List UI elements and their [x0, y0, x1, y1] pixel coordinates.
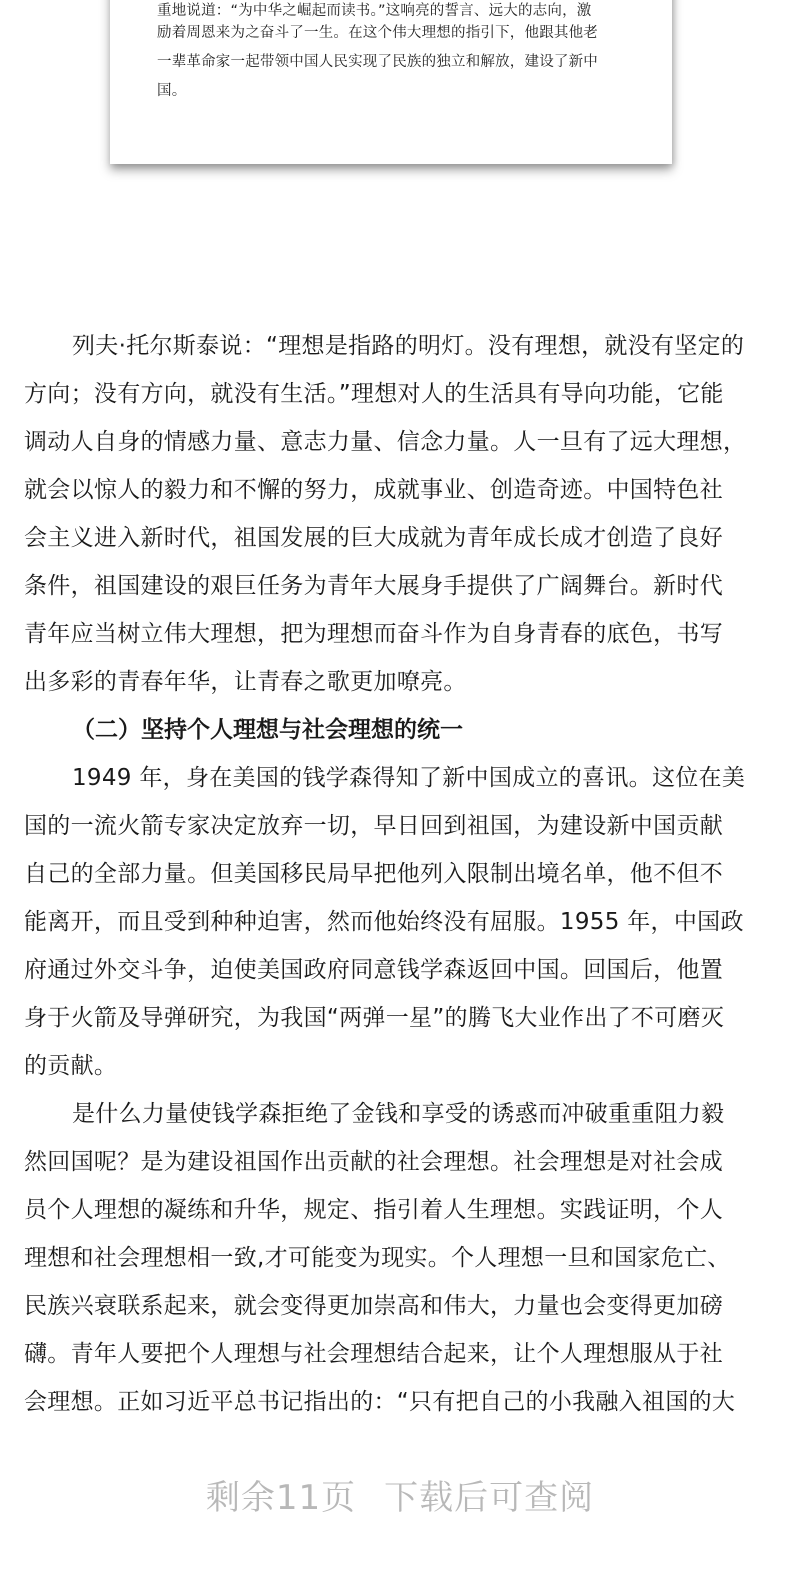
text-line: 身于火箭及导弹研究，为我国“两弹一星”的腾飞大业作出了不可磨灭: [24, 1005, 725, 1031]
text-line: 是什么力量使钱学森拒绝了金钱和享受的诱惑而冲破重重阻力毅: [72, 1101, 725, 1127]
text-line: 条件，祖国建设的艰巨任务为青年大展身手提供了广阔舞台。新时代: [24, 573, 723, 599]
text-line: 员个人理想的凝练和升华，规定、指引着人生理想。实践证明，个人: [24, 1197, 723, 1223]
remaining-pages-count: 剩余11页: [205, 1478, 357, 1518]
text-line: 会主义进入新时代，祖国发展的巨大成就为青年成长成才创造了良好: [24, 525, 723, 551]
download-to-view-label: 下载后可查阅: [384, 1478, 595, 1518]
text-line: 出多彩的青春年华，让青春之歌更加嘹亮。: [24, 669, 467, 695]
text-line: 能离开，而且受到种种迫害，然而他始终没有屈服。1955 年，中国政: [24, 909, 744, 935]
text-line: 礴。青年人要把个人理想与社会理想结合起来，让个人理想服从于社: [24, 1341, 723, 1367]
section-heading: （二）坚持个人理想与社会理想的统一: [72, 717, 463, 743]
text-line: 会理想。正如习近平总书记指出的：“只有把自己的小我融入祖国的大: [24, 1389, 736, 1415]
text-line: 然回国呢？是为建设祖国作出贡献的社会理想。社会理想是对社会成: [24, 1149, 723, 1175]
text-line: 国的一流火箭专家决定放弃一切，早日回到祖国，为建设新中国贡献: [24, 813, 723, 839]
text-line: 青年应当树立伟大理想，把为理想而奋斗作为自身青春的底色，书写: [24, 621, 723, 647]
text-line: 自己的全部力量。但美国移民局早把他列入限制出境名单，他不但不: [24, 861, 723, 887]
remaining-pages-notice[interactable]: [0, 1470, 800, 1519]
text-line: 调动人自身的情感力量、意志力量、信念力量。人一旦有了远大理想，: [24, 429, 747, 455]
card-line: 重地说道：“为中华之崛起而读书。”这响亮的誓言、远大的志向，激: [157, 3, 592, 19]
text-line: 1949 年，身在美国的钱学森得知了新中国成立的喜讯。这位在美: [72, 765, 746, 791]
text-line: 列夫·托尔斯泰说：“理想是指路的明灯。没有理想，就没有坚定的: [72, 333, 745, 359]
card-line: 国。: [157, 83, 187, 99]
text-line: 府通过外交斗争，迫使美国政府同意钱学森返回中国。回国后，他置: [24, 957, 723, 983]
card-line: 励着周恩来为之奋斗了一生。在这个伟大理想的指引下，他跟其他老: [157, 25, 598, 41]
text-line: 就会以惊人的毅力和不懈的努力，成就事业、创造奇迹。中国特色社: [24, 477, 723, 503]
text-line: 民族兴衰联系起来，就会变得更加崇高和伟大，力量也会变得更加磅: [24, 1293, 723, 1319]
embedded-page-card: [110, 0, 672, 164]
text-line: 理想和社会理想相一致,才可能变为现实。个人理想一旦和国家危亡、: [24, 1245, 731, 1271]
text-line: 方向；没有方向，就没有生活。”理想对人的生活具有导向功能，它能: [24, 381, 724, 407]
text-line: 的贡献。: [24, 1053, 118, 1079]
card-line: 一辈革命家一起带领中国人民实现了民族的独立和解放，建设了新中: [157, 54, 598, 70]
